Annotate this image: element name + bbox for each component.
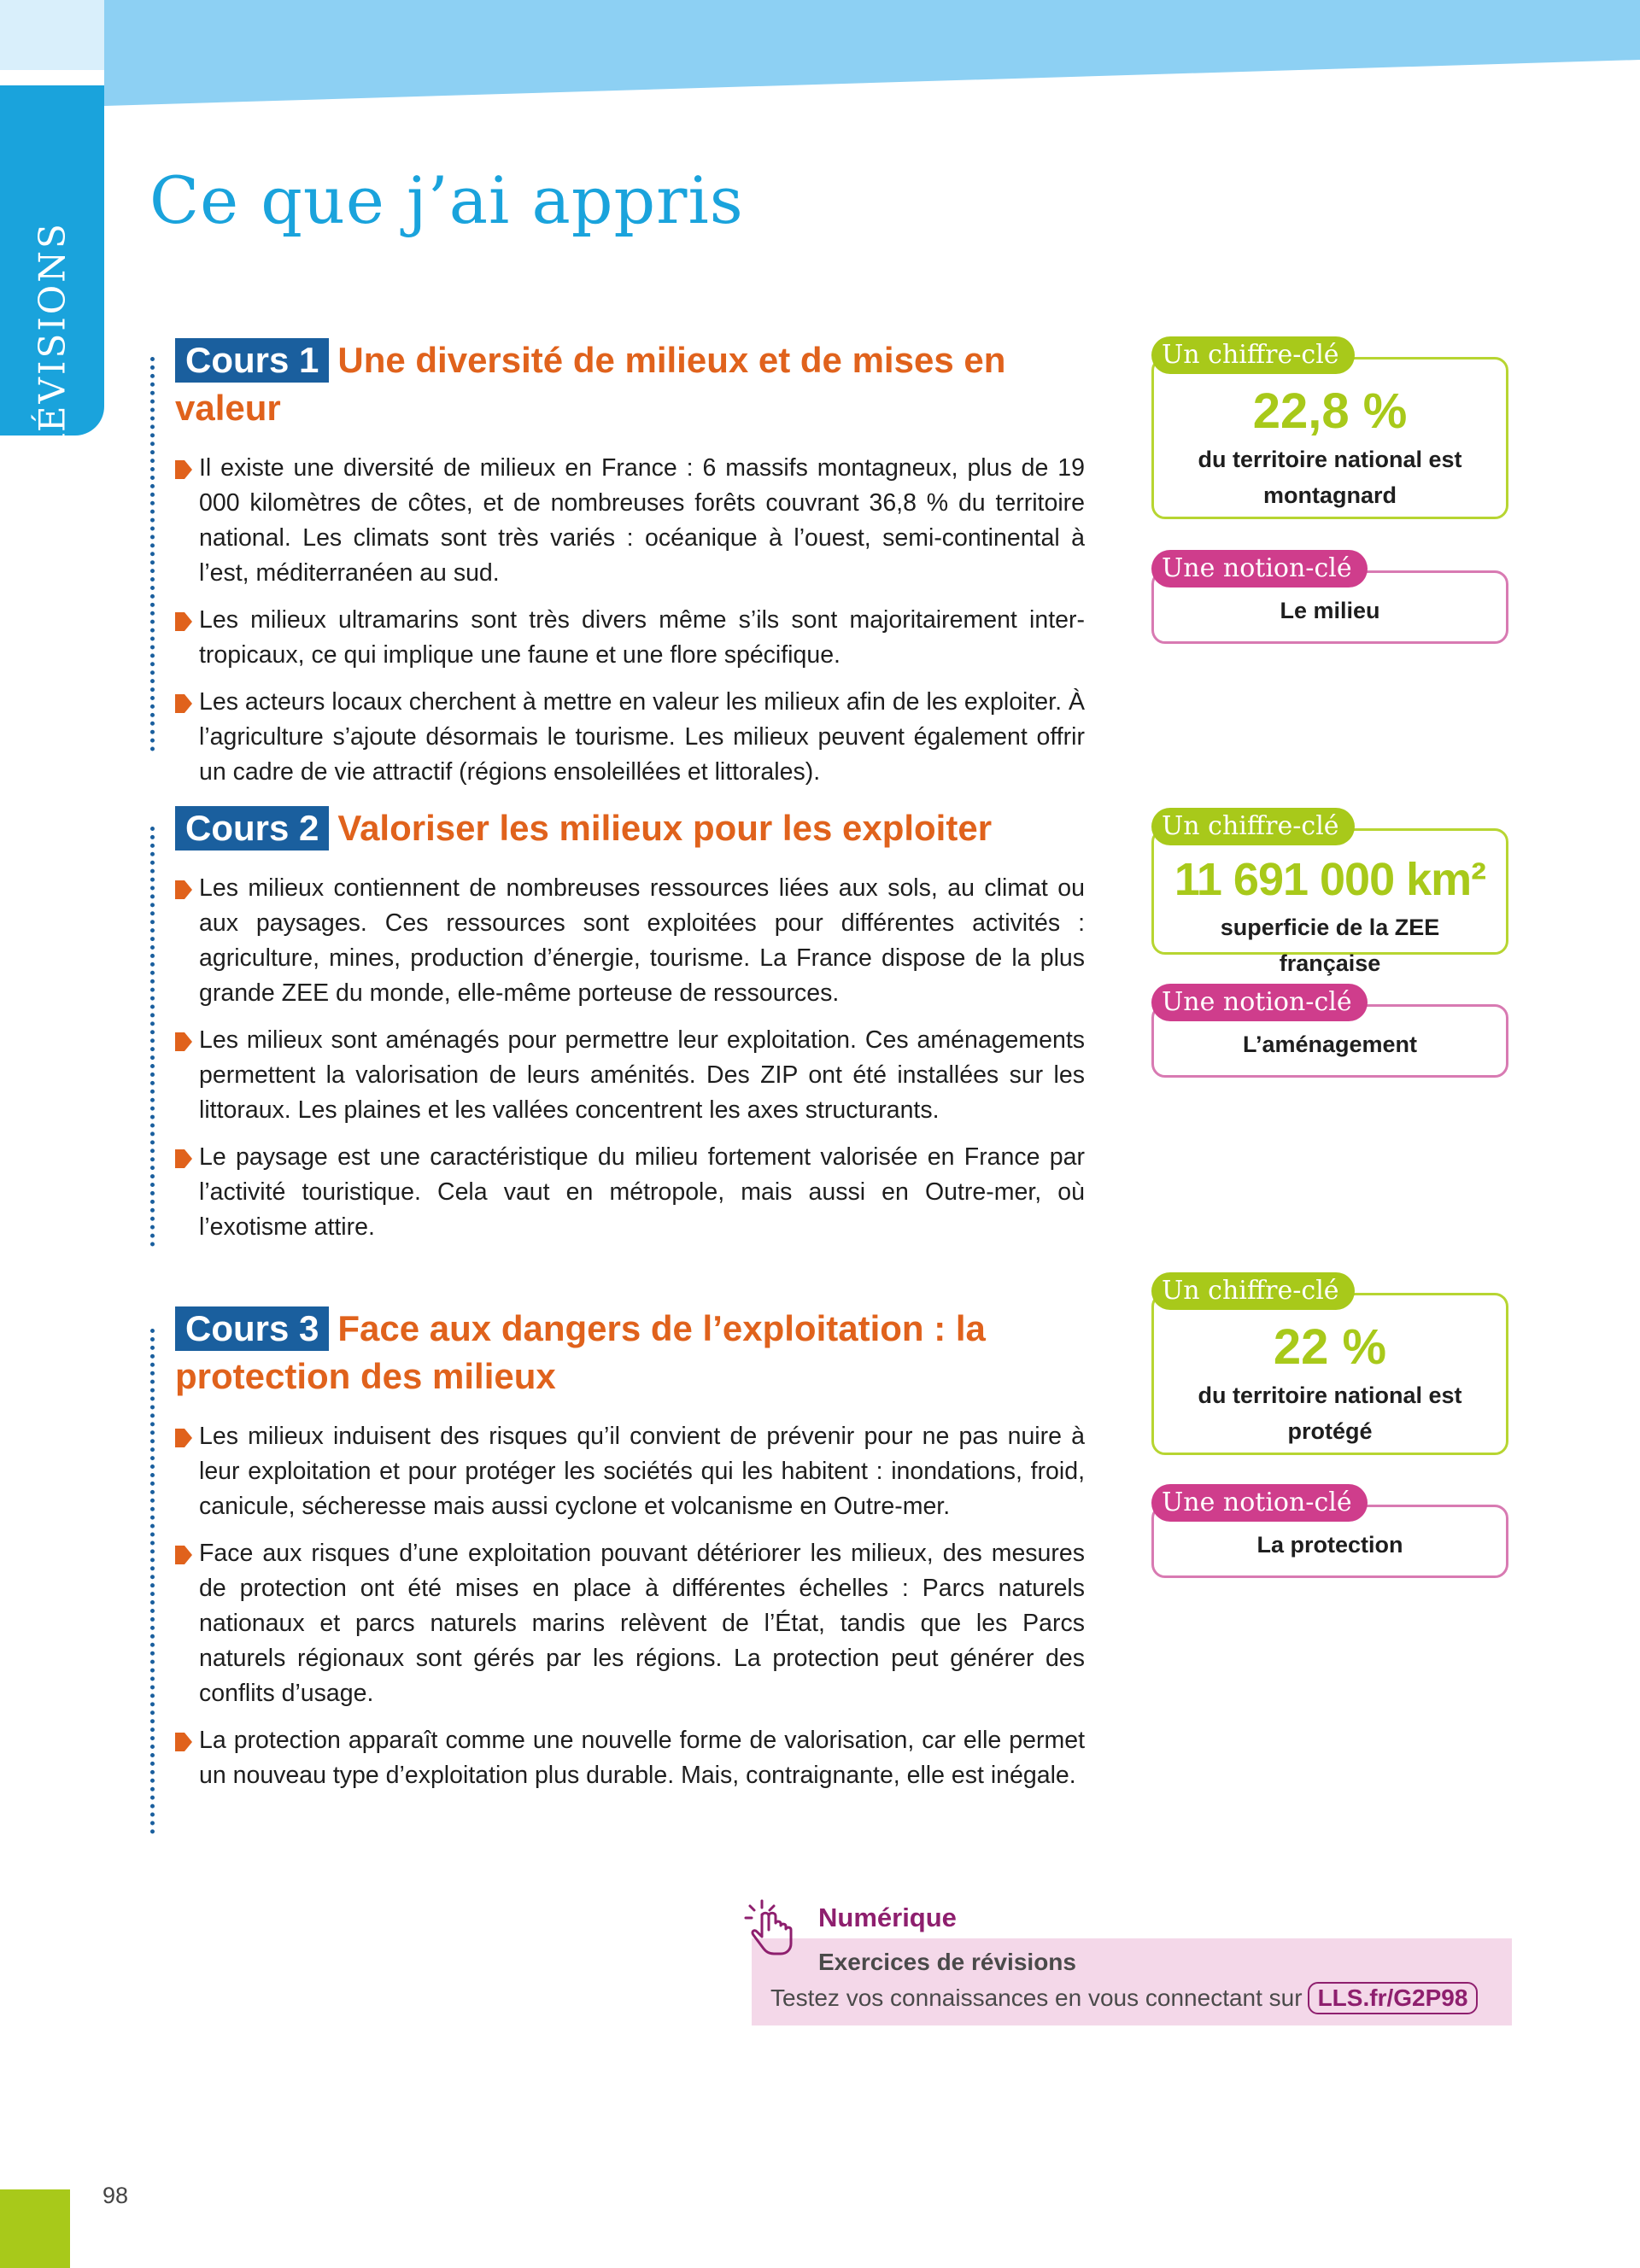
cours-3-title: Face aux dangers de l’exploitation : la protection des milieux [175,1308,986,1396]
key-figure: 22 % [1273,1319,1387,1375]
chiffre-cle-panel [1151,1293,1508,1455]
notion-cle-box-1 [1151,550,1508,644]
bullet-arrow-icon [175,612,192,631]
cours-2-heading [175,804,1085,852]
header-band [0,0,1640,111]
page-number: 98 [102,2183,129,2208]
list-item-text: Le paysage est une caractéristique du milieu fortement valorisée en France par l’activité touristique. Cela vaut en métropole, mais aussi en Outre-mer, où l’exotisme attire. [199,1143,1085,1241]
list-item [175,1140,1085,1245]
key-notion: L’aménagement [1242,1032,1418,1057]
bullet-arrow-icon [175,1733,192,1751]
chiffre-cle-label: Un chiffre-clé [1151,336,1355,374]
bullet-arrow-icon [175,694,192,713]
list-item-text: Les milieux sont aménagés pour permettre leur exploitation. Ces aménagements permettent la valorisation de leurs aménités. Des ZIP ont été installées sur les littoraux. Les plaines et les vallées concentrent les axes structurants. [199,1026,1085,1124]
cours-1-list [175,451,1085,790]
chiffre-cle-panel [1151,357,1508,519]
bullet-arrow-icon [175,1032,192,1051]
bullet-arrow-icon [175,880,192,899]
notion-cle-label: Une notion-clé [1151,550,1368,587]
chiffre-cle-box-3 [1151,1272,1508,1460]
key-figure: 22,8 % [1252,383,1408,439]
notion-cle-label: Une notion-clé [1151,1484,1368,1522]
notion-cle-box-3 [1151,1484,1508,1578]
cours-2-dotted-rule [150,827,155,1247]
chiffre-cle-panel [1151,828,1508,976]
list-item [175,1023,1085,1128]
page-title: Ce que j’ai appris [149,162,744,238]
cours-3-badge: Cours 3 [175,1306,329,1351]
list-item-text: Les milieux contiennent de nombreuses ressources liées aux sols, au climat ou aux paysages. Ces ressources sont exploitées pour différentes activités : agriculture, mines, production d’énergie, tourisme. La France dispose de la plus grande ZEE du monde, elle-même porteuse de ressources. [199,874,1085,1007]
list-item-text: Les milieux ultramarins sont très divers même s’ils sont majoritairement inter-tropicaux, ce qui implique une faune et une flore spécifique. [199,606,1085,669]
cours-1-badge: Cours 1 [175,338,329,383]
numerique-text: Testez vos connaissances en vous connectant sur [770,1984,1303,2011]
key-notion: La protection [1256,1532,1403,1558]
cours-2-list [175,871,1085,1245]
list-item [175,1723,1085,1793]
list-item-text: Face aux risques d’une exploitation pouvant détériorer les milieux, des mesures de protection ont été mises en place à différentes échelles : Parcs naturels nationaux et parcs naturels marins relèvent de l’État, tandis que les Parcs naturels régionaux sont gérés par les régions. La protection peut générer des conflits d’usage. [199,1540,1085,1707]
bullet-arrow-icon [175,460,192,479]
cours-3 [175,1305,1085,1805]
key-figure-caption: du territoire national est protégé [1198,1382,1462,1444]
cours-2 [175,804,1085,1257]
chiffre-cle-box-1 [1151,336,1508,524]
list-item-text: Les milieux induisent des risques qu’il convient de prévenir pour ne pas nuire à leur exploitation et pour protéger les sociétés qui les habitent : inondations, froid, canicule, sécheresse mais aussi cyclone et volcanisme en Outre-mer. [199,1423,1085,1520]
cours-2-title: Valoriser les milieux pour les exploiter [337,808,993,848]
section-tab-label: RÉVISIONS [31,221,73,462]
page-number-bar [0,2189,70,2268]
list-item [175,1419,1085,1524]
key-figure-caption: du territoire national est montagnard [1198,447,1462,508]
list-item [175,1536,1085,1711]
list-item-text: La protection apparaît comme une nouvelle forme de valorisation, car elle permet un nouveau type d’exploitation plus durable. Mais, contraignante, elle est inégale. [199,1727,1085,1789]
cours-3-list [175,1419,1085,1793]
bullet-arrow-icon [175,1546,192,1564]
list-item [175,451,1085,591]
notion-cle-label: Une notion-clé [1151,984,1368,1021]
lls-link[interactable]: LLS.fr/G2P98 [1308,1982,1479,2014]
notion-cle-box-2 [1151,984,1508,1078]
bullet-arrow-icon [175,1149,192,1168]
key-figure-caption: superficie de la ZEE française [1220,915,1440,976]
list-item [175,871,1085,1011]
cours-1-heading [175,336,1085,432]
touch-hand-icon [743,1897,796,1957]
cours-2-badge: Cours 2 [175,806,329,850]
cours-1 [175,336,1085,802]
numerique-text-line [770,1982,1478,2014]
cours-3-dotted-rule [150,1329,155,1834]
bullet-arrow-icon [175,1429,192,1447]
key-figure: 11 691 000 km² [1174,854,1486,905]
list-item-text: Il existe une diversité de milieux en France : 6 massifs montagneux, plus de 19 000 kilomètres de côtes, et de nombreuses forêts couvrant 36,8 % du territoire national. Les climats sont très variés : océanique à l’ouest, semi-continental à l’est, méditerranéen au sud. [199,454,1085,587]
cours-3-heading [175,1305,1085,1400]
chiffre-cle-label: Un chiffre-clé [1151,808,1355,845]
cours-1-title: Une diversité de milieux et de mises en valeur [175,340,1006,428]
list-item [175,603,1085,673]
chiffre-cle-label: Un chiffre-clé [1151,1272,1355,1310]
cours-1-dotted-rule [150,357,155,751]
numerique-block [743,1897,1512,2025]
chiffre-cle-box-2 [1151,808,1508,976]
key-notion: Le milieu [1280,598,1380,623]
list-item-text: Les acteurs locaux cherchent à mettre en valeur les milieux afin de les exploiter. À l’agriculture s’ajoute désormais le tourisme. Les milieux peuvent également offrir un cadre de vie attractif (régions ensoleillées et littorales). [199,688,1085,786]
section-tab [0,85,104,462]
numerique-title: Numérique [818,1903,957,1932]
numerique-subtitle: Exercices de révisions [818,1949,1076,1975]
list-item [175,685,1085,790]
